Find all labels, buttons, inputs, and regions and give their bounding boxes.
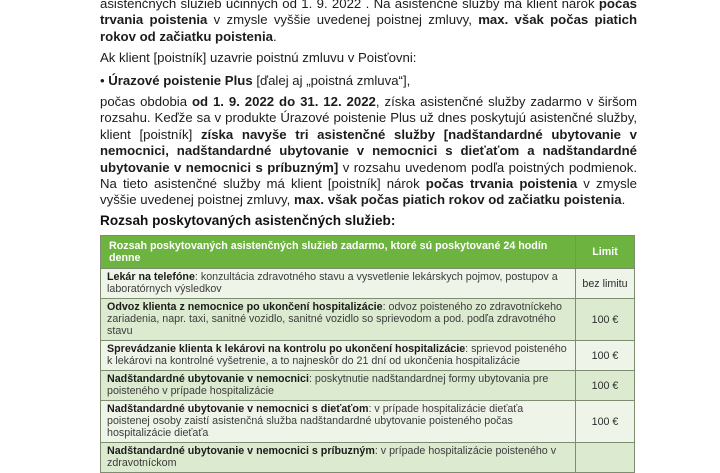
service-cell — [101, 269, 576, 299]
service-title: Sprevádzanie klienta k lekárovi na kontrolu po ukončení hospitalizácie — [107, 343, 466, 356]
services-table-body — [101, 269, 635, 473]
service-title: Odvoz klienta z nemocnice po ukončení hospitalizácie — [107, 301, 383, 314]
table-row — [101, 401, 635, 443]
service-cell — [101, 443, 576, 473]
paragraph-benefit-details: počas obdobia od 1. 9. 2022 do 31. 12. 2022, získa asistenčné služby zadarmo v širšom rozsahu. Keďže sa v produkte Úrazové poistenie Plus už dnes poskytujú asistenčné služby, klient [poistník] získa navyše tri asistenčné služby [nadštandardné ubytovanie v nemocnici, nadštandardné ubytovanie v nemocnici s dieťaťom a nadštandardné ubytovanie v nemocnici s príbuzným] v rozsahu uvedenom podľa poistných podmienok. Na tieto asistenčné služby má klient [poistník] nárok počas trvania poistenia v zmysle vyššie uvedenej poistnej zmluvy, max. však počas piatich rokov od začiatku poistenia. — [100, 94, 638, 208]
paragraph-intro: asistenčných služieb účinných od 1. 9. 2022 . Na asistenčné služby má klient nárok počas trvania poistenia v zmysle vyššie uvedenej poistnej zmluvy, max. však počas piatich rokov od začiatku poistenia. — [100, 0, 637, 44]
limit-cell: 100 € — [576, 371, 635, 401]
limit-cell — [576, 443, 635, 473]
table-row — [101, 269, 635, 299]
service-cell — [101, 401, 576, 443]
table-header-services: Rozsah poskytovaných asistenčných služieb zadarmo, ktoré sú poskytované 24 hodín denne — [101, 236, 576, 269]
document-content — [100, 0, 637, 473]
table-header-row — [101, 236, 635, 269]
service-title: Nadštandardné ubytovanie v nemocnici s príbuzným — [107, 445, 375, 458]
limit-cell: 100 € — [576, 299, 635, 341]
table-row — [101, 371, 635, 401]
table-row — [101, 299, 635, 341]
limit-cell: 100 € — [576, 341, 635, 371]
table-header-limit: Limit — [576, 236, 635, 269]
service-description: : poskytnutie nadštandardnej formy ubytovania pre poisteného v prípade hospitalizácie — [107, 373, 549, 398]
services-table — [100, 235, 635, 473]
limit-cell: 100 € — [576, 401, 635, 443]
service-title: Nadštandardné ubytovanie v nemocnici s dieťaťom — [107, 403, 369, 416]
service-description: : odvoz poisteného zo zdravotníckeho zariadenia, napr. taxi, sanitné vozidlo, sanitné vozidlo so sprievodom a pod. podľa zdravotného stavu — [107, 301, 563, 338]
service-cell — [101, 341, 576, 371]
service-cell — [101, 371, 576, 401]
service-title: Lekár na telefóne — [107, 271, 195, 284]
service-description: : konzultácia zdravotného stavu a vysvetlenie lekárskych pojmov, postupov a laboratórnych výsledkov — [107, 271, 558, 296]
service-title: Nadštandardné ubytovanie v nemocnici — [107, 373, 309, 386]
limit-cell: bez limitu — [576, 269, 635, 299]
table-row — [101, 443, 635, 473]
service-cell — [101, 299, 576, 341]
table-row — [101, 341, 635, 371]
services-table-head — [101, 236, 635, 269]
service-description: : sprievod poisteného k lekárovi na kontrolné vyšetrenie, a to najneskôr do 21 dní od ukončenia hospitalizácie — [107, 343, 567, 368]
bullet-insurance-product: • Úrazové poistenie Plus [ďalej aj „poistná zmluva“], — [100, 72, 411, 88]
service-description: : v prípade hospitalizácie poisteného v zdravotníckom — [107, 445, 557, 470]
section-heading: Rozsah poskytovaných asistenčných služieb: — [100, 212, 396, 228]
paragraph-contract-condition: Ak klient [poistník] uzavrie poistnú zmluvu v Poisťovni: — [100, 50, 417, 66]
service-description: : v prípade hospitalizácie dieťaťa poistenej osoby zaistí asistenčná služba nadštandardné ubytovanie poisteného počas hospitalizácie dieťaťa — [107, 403, 524, 440]
